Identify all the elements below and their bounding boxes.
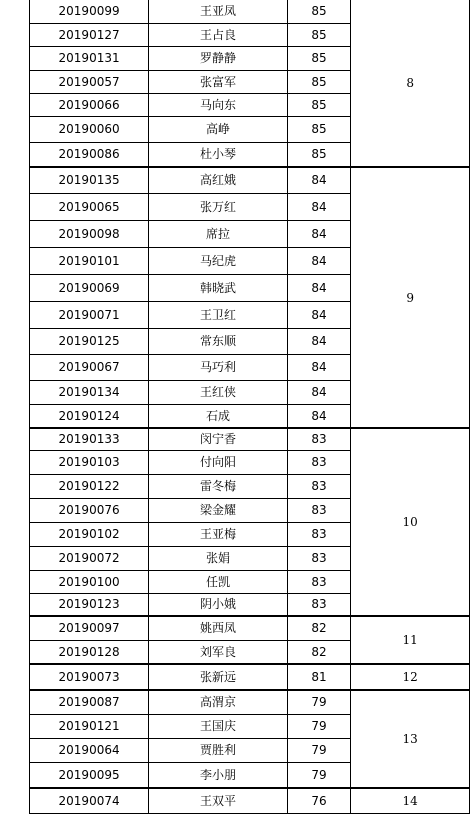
score-cell: 82 [287, 616, 350, 640]
student-id-cell: 20190087 [30, 690, 149, 714]
student-id-cell: 20190066 [30, 93, 149, 116]
student-name-cell: 王国庆 [149, 714, 288, 738]
score-cell: 81 [287, 664, 350, 690]
student-id-cell: 20190097 [30, 616, 149, 640]
student-name-cell: 雷冬梅 [149, 474, 288, 498]
student-id-cell: 20190103 [30, 450, 149, 474]
score-ranking-table [29, 0, 470, 814]
student-name-cell: 席拉 [149, 220, 288, 247]
student-name-cell: 任凯 [149, 570, 288, 593]
score-cell: 85 [287, 23, 350, 46]
score-cell: 79 [287, 738, 350, 762]
student-name-cell: 张新远 [149, 664, 288, 690]
score-cell: 79 [287, 762, 350, 788]
student-id-cell: 20190067 [30, 354, 149, 380]
student-name-cell: 王占良 [149, 23, 288, 46]
student-id-cell: 20190086 [30, 142, 149, 167]
score-cell: 84 [287, 167, 350, 193]
table-row [30, 616, 470, 640]
student-id-cell: 20190064 [30, 738, 149, 762]
student-name-cell: 张娟 [149, 546, 288, 570]
score-cell: 84 [287, 193, 350, 220]
student-name-cell: 阴小娥 [149, 593, 288, 616]
student-name-cell: 杜小琴 [149, 142, 288, 167]
rank-cell: 8 [351, 0, 470, 167]
score-cell: 84 [287, 328, 350, 354]
student-name-cell: 石成 [149, 404, 288, 428]
rank-cell: 11 [351, 616, 470, 664]
student-name-cell: 王亚凤 [149, 0, 288, 23]
table-row [30, 428, 470, 450]
rank-cell: 9 [351, 167, 470, 428]
score-cell: 76 [287, 788, 350, 813]
student-id-cell: 20190125 [30, 328, 149, 354]
score-cell: 84 [287, 404, 350, 428]
student-id-cell: 20190095 [30, 762, 149, 788]
student-name-cell: 张富军 [149, 70, 288, 93]
student-name-cell: 王卫红 [149, 301, 288, 328]
student-id-cell: 20190123 [30, 593, 149, 616]
student-name-cell: 梁金耀 [149, 498, 288, 522]
student-name-cell: 高红娥 [149, 167, 288, 193]
student-id-cell: 20190133 [30, 428, 149, 450]
student-id-cell: 20190127 [30, 23, 149, 46]
score-cell: 79 [287, 714, 350, 738]
student-name-cell: 闵宁香 [149, 428, 288, 450]
student-name-cell: 马巧利 [149, 354, 288, 380]
score-cell: 83 [287, 498, 350, 522]
student-name-cell: 张万红 [149, 193, 288, 220]
student-id-cell: 20190072 [30, 546, 149, 570]
score-cell: 83 [287, 522, 350, 546]
score-cell: 85 [287, 116, 350, 142]
student-id-cell: 20190099 [30, 0, 149, 23]
table-row [30, 788, 470, 813]
score-cell: 85 [287, 0, 350, 23]
student-id-cell: 20190057 [30, 70, 149, 93]
student-name-cell: 李小朋 [149, 762, 288, 788]
student-id-cell: 20190122 [30, 474, 149, 498]
student-id-cell: 20190135 [30, 167, 149, 193]
student-id-cell: 20190134 [30, 380, 149, 404]
student-id-cell: 20190100 [30, 570, 149, 593]
score-cell: 79 [287, 690, 350, 714]
score-ranking-table-body [30, 0, 470, 813]
score-cell: 83 [287, 546, 350, 570]
score-cell: 83 [287, 474, 350, 498]
score-cell: 85 [287, 70, 350, 93]
student-name-cell: 王亚梅 [149, 522, 288, 546]
student-name-cell: 刘军良 [149, 640, 288, 664]
student-name-cell: 高渭京 [149, 690, 288, 714]
score-cell: 84 [287, 247, 350, 274]
student-id-cell: 20190065 [30, 193, 149, 220]
student-name-cell: 姚西凤 [149, 616, 288, 640]
rank-cell: 12 [351, 664, 470, 690]
student-id-cell: 20190076 [30, 498, 149, 522]
table-row [30, 664, 470, 690]
student-name-cell: 韩晓武 [149, 274, 288, 301]
student-name-cell: 常东顺 [149, 328, 288, 354]
student-name-cell: 王双平 [149, 788, 288, 813]
student-id-cell: 20190060 [30, 116, 149, 142]
student-name-cell: 付向阳 [149, 450, 288, 474]
student-name-cell: 马纪虎 [149, 247, 288, 274]
rank-cell: 13 [351, 690, 470, 788]
score-cell: 83 [287, 593, 350, 616]
student-id-cell: 20190073 [30, 664, 149, 690]
rank-cell: 14 [351, 788, 470, 813]
student-name-cell: 王红侠 [149, 380, 288, 404]
score-cell: 84 [287, 301, 350, 328]
table-row [30, 690, 470, 714]
student-id-cell: 20190102 [30, 522, 149, 546]
score-cell: 84 [287, 380, 350, 404]
score-cell: 84 [287, 220, 350, 247]
table-row [30, 167, 470, 193]
score-cell: 84 [287, 274, 350, 301]
score-cell: 83 [287, 570, 350, 593]
student-name-cell: 贾胜利 [149, 738, 288, 762]
rank-cell: 10 [351, 428, 470, 616]
score-cell: 83 [287, 428, 350, 450]
student-id-cell: 20190131 [30, 46, 149, 70]
student-name-cell: 罗静静 [149, 46, 288, 70]
student-id-cell: 20190098 [30, 220, 149, 247]
score-cell: 85 [287, 93, 350, 116]
score-cell: 82 [287, 640, 350, 664]
student-id-cell: 20190121 [30, 714, 149, 738]
score-cell: 85 [287, 142, 350, 167]
student-id-cell: 20190069 [30, 274, 149, 301]
score-cell: 85 [287, 46, 350, 70]
student-id-cell: 20190071 [30, 301, 149, 328]
student-name-cell: 高峥 [149, 116, 288, 142]
student-id-cell: 20190124 [30, 404, 149, 428]
score-cell: 83 [287, 450, 350, 474]
score-cell: 84 [287, 354, 350, 380]
student-id-cell: 20190074 [30, 788, 149, 813]
student-id-cell: 20190101 [30, 247, 149, 274]
student-name-cell: 马向东 [149, 93, 288, 116]
table-row [30, 0, 470, 23]
student-id-cell: 20190128 [30, 640, 149, 664]
